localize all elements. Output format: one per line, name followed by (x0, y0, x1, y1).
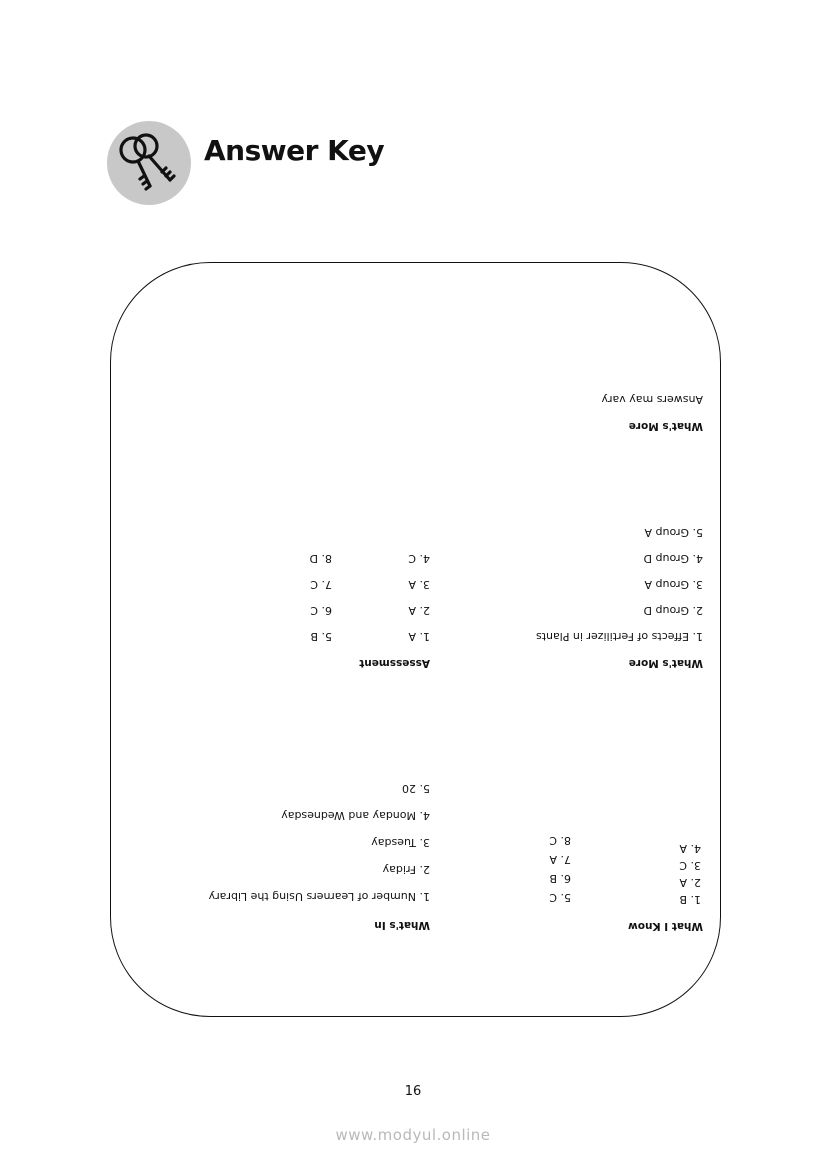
list-item: 5. 20 (402, 782, 430, 795)
assessment-heading: Assessment (359, 657, 430, 669)
list-item: 4. Group D (643, 552, 703, 565)
list-item: 3. A (408, 578, 430, 591)
list-item: 4. A (679, 842, 701, 855)
list-item: 3. Tuesday (371, 836, 430, 849)
list-item: 1. Number of Learners Using the Library (208, 890, 430, 903)
list-item: 5. B (310, 630, 332, 643)
watermark: www.modyul.online (335, 1126, 491, 1144)
list-item: 2. Friday (382, 863, 430, 876)
page-title: Answer Key (204, 134, 385, 167)
list-item: 1. B (679, 893, 701, 906)
list-item: 8. C (549, 834, 571, 847)
list-item: 4. Monday and Wednesday (281, 809, 430, 822)
list-item: 6. C (310, 604, 332, 617)
list-item: 6. B (549, 872, 571, 885)
list-item: 7. C (310, 578, 332, 591)
list-item: 5. C (549, 891, 571, 904)
keys-icon (106, 118, 192, 208)
whats-more-heading-2: What's More (628, 420, 703, 432)
whats-more-note: Answers may vary (601, 393, 703, 406)
list-item: 3. Group A (644, 578, 703, 591)
list-item: 7. A (549, 853, 571, 866)
list-item: 4. C (408, 552, 430, 565)
page-number: 16 (404, 1084, 422, 1099)
list-item: 1. A (408, 630, 430, 643)
list-item: 1. Effects of Fertilizer in Plants (535, 630, 703, 643)
list-item: 5. Group A (644, 526, 703, 539)
list-item: 8. D (309, 552, 332, 565)
whats-more-heading: What's More (628, 657, 703, 669)
list-item: 2. A (408, 604, 430, 617)
answer-content (110, 262, 721, 1017)
list-item: 2. Group D (643, 604, 703, 617)
what-i-know-heading: What I Know (628, 920, 703, 932)
whats-in-heading: What's In (374, 919, 430, 931)
list-item: 3. C (679, 859, 701, 872)
list-item: 2. A (679, 876, 701, 889)
